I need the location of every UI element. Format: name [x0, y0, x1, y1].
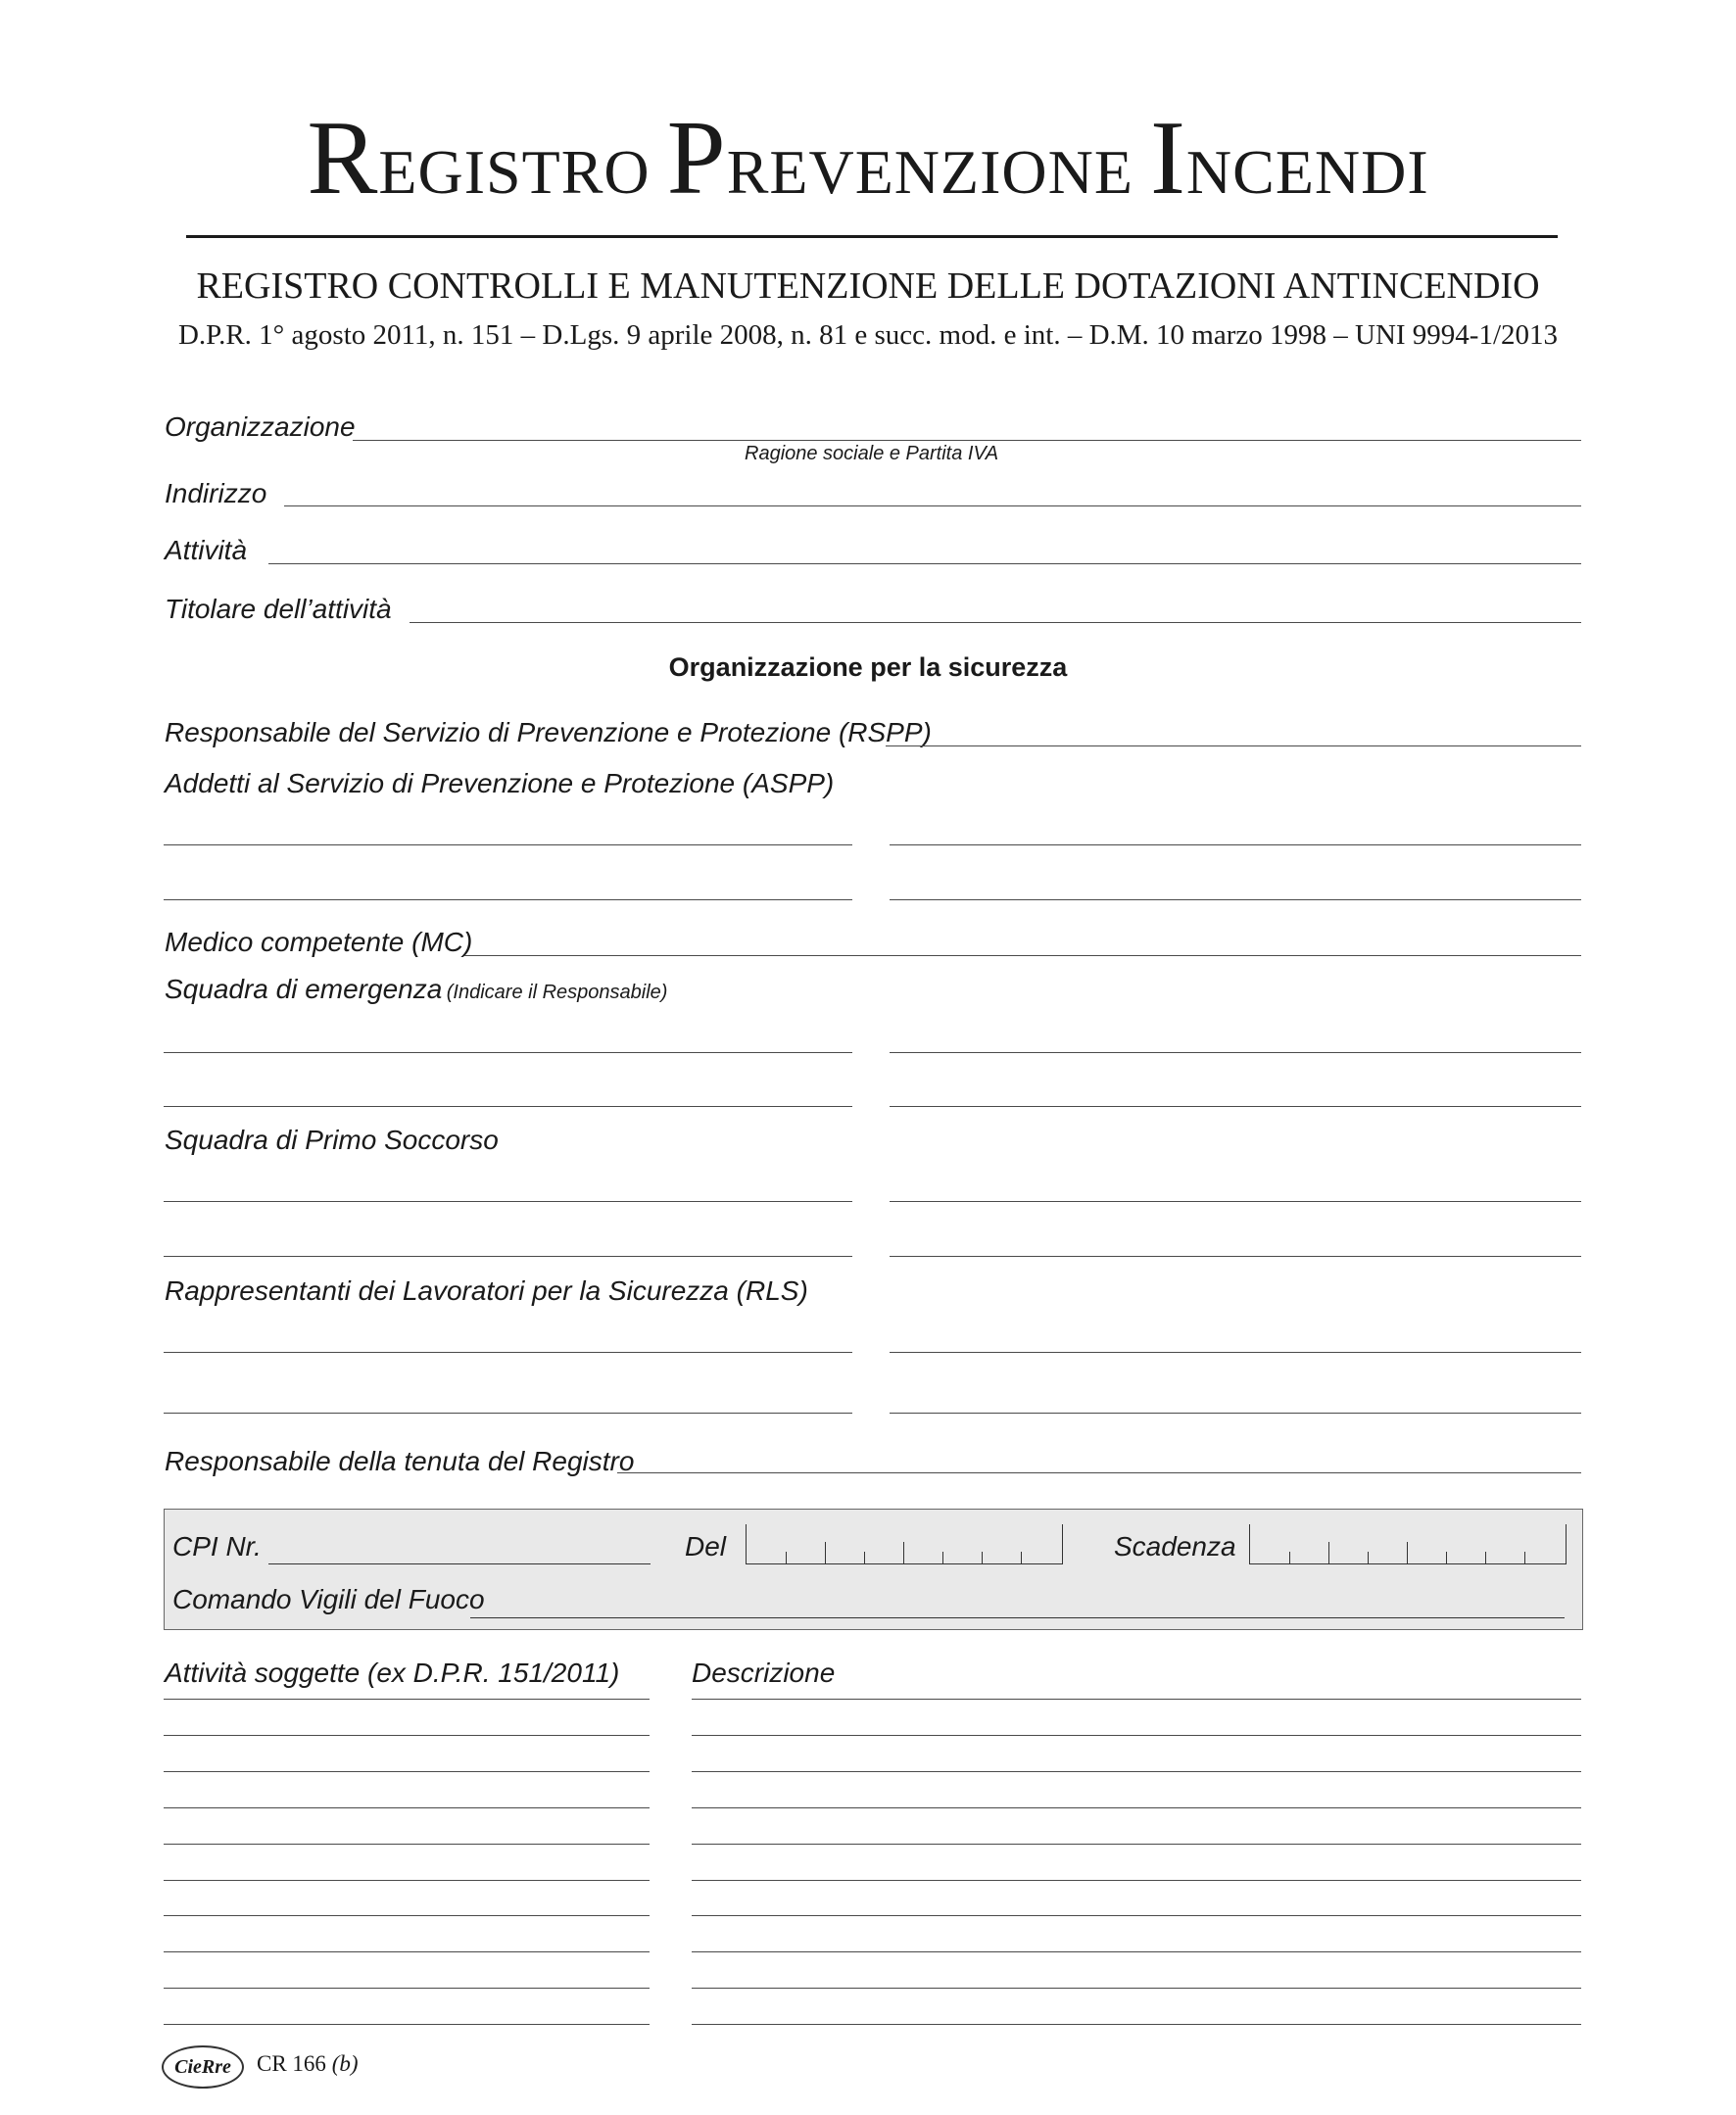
registro-field[interactable] — [617, 1472, 1581, 1473]
aspp-field-3[interactable] — [164, 899, 852, 900]
title-rule — [186, 235, 1558, 238]
cpi-scadenza-label: Scadenza — [1114, 1531, 1236, 1562]
document-title — [0, 98, 1736, 219]
emergenza-label: Squadra di emergenza — [165, 974, 443, 1004]
attivita-soggette-header: Attività soggette (ex D.P.R. 151/2011) — [165, 1658, 620, 1688]
organizzazione-field[interactable] — [353, 440, 1581, 441]
vvf-field[interactable] — [470, 1617, 1565, 1618]
vvf-label: Comando Vigili del Fuoco — [172, 1584, 485, 1614]
cpi-scadenza-date-field[interactable] — [1249, 1524, 1567, 1564]
organizzazione-hint: Ragione sociale e Partita IVA — [745, 443, 999, 464]
attivita-soggette-line[interactable] — [164, 1988, 650, 1989]
descrizione-line[interactable] — [692, 2024, 1581, 2025]
primo-soccorso-label: Squadra di Primo Soccorso — [165, 1125, 499, 1155]
cpi-del-date-field[interactable] — [746, 1524, 1063, 1564]
emergenza-note: (Indicare il Responsabile) — [446, 982, 668, 1003]
attivita-soggette-line[interactable] — [164, 1771, 650, 1772]
primo-soccorso-field-4[interactable] — [890, 1256, 1581, 1257]
cpi-del-label: Del — [685, 1531, 727, 1562]
descrizione-line[interactable] — [692, 1988, 1581, 1989]
document-subtitle: REGISTRO CONTROLLI E MANUTENZIONE DELLE DOTAZIONI ANTINCENDIO — [196, 265, 1540, 307]
descrizione-line[interactable] — [692, 1951, 1581, 1952]
organizzazione-label: Organizzazione — [165, 411, 356, 442]
primo-soccorso-field-3[interactable] — [164, 1256, 852, 1257]
aspp-field-4[interactable] — [890, 899, 1581, 900]
rls-label: Rappresentanti dei Lavoratori per la Sicurezza (RLS) — [165, 1275, 808, 1306]
aspp-label: Addetti al Servizio di Prevenzione e Protezione (ASPP) — [165, 768, 835, 798]
cpi-nr-field[interactable] — [268, 1563, 651, 1564]
attivita-soggette-line[interactable] — [164, 1915, 650, 1916]
emergenza-field-2[interactable] — [890, 1052, 1581, 1053]
attivita-soggette-line[interactable] — [164, 1699, 650, 1700]
attivita-soggette-line[interactable] — [164, 1880, 650, 1881]
rspp-label: Responsabile del Servizio di Prevenzione e Protezione (RSPP) — [165, 717, 932, 747]
indirizzo-field[interactable] — [284, 505, 1581, 506]
descrizione-line[interactable] — [692, 1735, 1581, 1736]
emergenza-field-3[interactable] — [164, 1106, 852, 1107]
descrizione-line[interactable] — [692, 1699, 1581, 1700]
attivita-label: Attività — [165, 535, 248, 565]
cpi-nr-label: CPI Nr. — [172, 1531, 262, 1562]
title-word-3: INCENDI — [1149, 100, 1429, 216]
aspp-field-1[interactable] — [164, 844, 852, 845]
attivita-field[interactable] — [268, 563, 1581, 564]
rspp-field[interactable] — [886, 745, 1581, 746]
attivita-soggette-line[interactable] — [164, 1951, 650, 1952]
legal-references: D.P.R. 1° agosto 2011, n. 151 – D.Lgs. 9 aprile 2008, n. 81 e succ. mod. e int. – D.M. 10 marzo 1998 – UNI 9994-1/2013 — [177, 319, 1559, 351]
descrizione-line[interactable] — [692, 1915, 1581, 1916]
rls-field-4[interactable] — [890, 1413, 1581, 1414]
primo-soccorso-field-2[interactable] — [890, 1201, 1581, 1202]
registro-label: Responsabile della tenuta del Registro — [165, 1446, 635, 1476]
emergenza-field-1[interactable] — [164, 1052, 852, 1053]
attivita-soggette-line[interactable] — [164, 1735, 650, 1736]
descrizione-line[interactable] — [692, 1880, 1581, 1881]
descrizione-line[interactable] — [692, 1807, 1581, 1808]
descrizione-header: Descrizione — [692, 1658, 836, 1688]
primo-soccorso-field-1[interactable] — [164, 1201, 852, 1202]
rls-field-3[interactable] — [164, 1413, 852, 1414]
attivita-soggette-line[interactable] — [164, 1807, 650, 1808]
cpi-box — [164, 1509, 1583, 1630]
mc-label: Medico competente (MC) — [165, 927, 473, 957]
descrizione-line[interactable] — [692, 1771, 1581, 1772]
safety-section-heading: Organizzazione per la sicurezza — [668, 652, 1068, 682]
emergenza-label-group — [165, 974, 667, 1005]
form-code: CR 166 (b) — [257, 2051, 359, 2076]
rls-field-1[interactable] — [164, 1352, 852, 1353]
attivita-soggette-line[interactable] — [164, 1844, 650, 1845]
aspp-field-2[interactable] — [890, 844, 1581, 845]
indirizzo-label: Indirizzo — [165, 478, 267, 508]
titolare-field[interactable] — [410, 622, 1581, 623]
title-word-1: REGISTRO — [307, 100, 651, 216]
emergenza-field-4[interactable] — [890, 1106, 1581, 1107]
rls-field-2[interactable] — [890, 1352, 1581, 1353]
titolare-label: Titolare dell’attività — [165, 594, 392, 624]
mc-field[interactable] — [464, 955, 1581, 956]
attivita-soggette-line[interactable] — [164, 2024, 650, 2025]
descrizione-line[interactable] — [692, 1844, 1581, 1845]
title-word-2: PREVENZIONE — [666, 100, 1133, 216]
cierre-logo: CieRre — [162, 2045, 244, 2089]
